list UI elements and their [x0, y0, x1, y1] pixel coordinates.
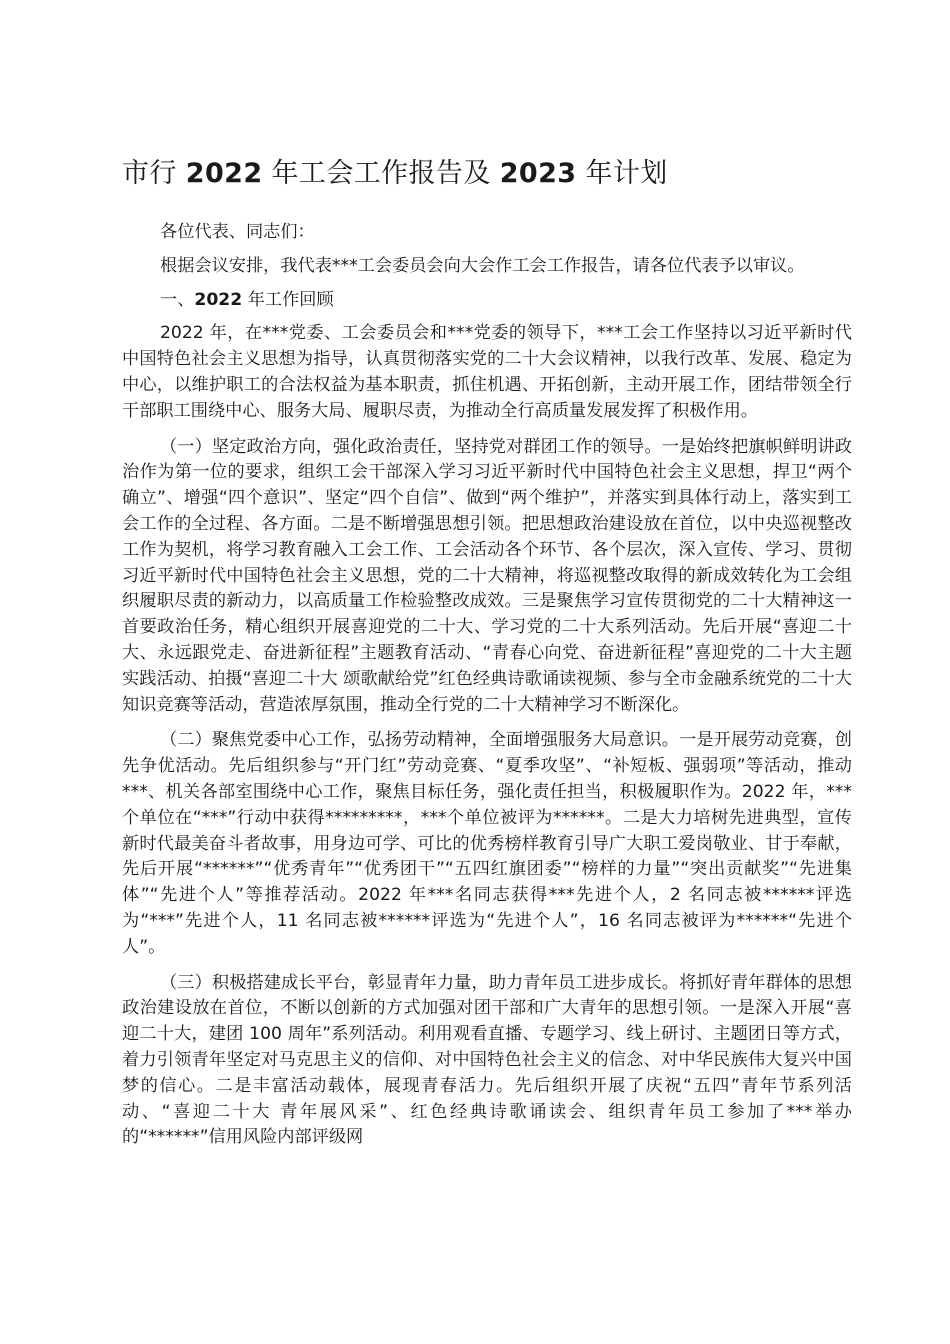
- section-heading: [122, 288, 852, 314]
- paragraph-youth-growth: （三）积极搭建成长平台，彰显青年力量，助力青年员工进步成长。将抓好青年群体的思想政治建设放在首位，不断以创新的方式加强对团干部和广大青年的思想引领。一是深入开展“喜迎二十大，建团 100 周年”系列活动。利用观看直播、专题学习、线上研讨、主题团日等方式，着力引领青年坚定对马克思主义的信仰、对中国特色社会主义的信念、对中华民族伟大复兴中国梦的信心。二是丰富活动载体，展现青春活力。先后组织开展了庆祝“五四”青年节系列活动、“喜迎二十大 青年展风采”、红色经典诗歌诵读会、组织青年员工参加了***举办的“******”信用风险内部评级网: [122, 972, 852, 1148]
- summary-paragraph: 2022 年，在***党委、工会委员会和***党委的领导下，***工会工作坚持以习近平新时代中国特色社会主义思想为指导，认真贯彻落实党的二十大会议精神，以我行改革、发展、稳定为中心，以维护职工的合法权益为基本职责，抓住机遇、开拓创新，主动开展工作，团结带领全行干部职工围绕中心、服务大局、履职尽责，为推动全行高质量发展发挥了积极作用。: [122, 323, 852, 421]
- title-year-2023: 2023: [499, 158, 577, 189]
- section-heading-suffix: 年工作回顾: [247, 289, 334, 310]
- section-heading-year: 2022: [194, 289, 243, 310]
- title-year-2022: 2022: [185, 158, 263, 189]
- paragraph-political-direction: （一）坚定政治方向，强化政治责任，坚持党对群团工作的领导。一是始终把旗帜鲜明讲政治作为第一位的要求，组织工会干部深入学习习近平新时代中国特色社会主义思想，捍卫“两个确立”、增强“四个意识”、坚定“四个自信”、做到“两个维护”，并落实到具体行动上，落实到工会工作的全过程、各方面。二是不断增强思想引领。把思想政治建设放在首位，以中央巡视整改工作为契机，将学习教育融入工会工作、工会活动各个环节、各个层次，深入宣传、学习、贯彻习近平新时代中国特色社会主义思想，党的二十大精神，将巡视整改取得的新成效转化为工会组织履职尽责的新动力，以高质量工作检验整改成效。三是聚焦学习宣传贯彻党的二十大精神这一首要政治任务，精心组织开展喜迎党的二十大、学习党的二十大系列活动。先后开展“喜迎二十大、永远跟党走、奋进新征程”主题教育活动、“青春心向党、奋进新征程”喜迎党的二十大主题实践活动、拍摄“喜迎二十大 颂歌献给党”红色经典诗歌诵读视频、参与全市金融系统党的二十大知识竞赛等活动，营造浓厚氛围，推动全行党的二十大精神学习不断深化。: [122, 436, 852, 715]
- greeting: 各位代表、同志们：: [160, 222, 315, 242]
- document-title: [122, 150, 852, 198]
- title-prefix: 市行: [122, 158, 177, 189]
- title-middle: 年工会工作报告及: [271, 158, 491, 189]
- title-suffix: 年计划: [585, 158, 668, 189]
- document-page: [122, 150, 852, 1151]
- paragraph-party-center-work: （二）聚焦党委中心工作，弘扬劳动精神，全面增强服务大局意识。一是开展劳动竞赛，创先争优活动。先后组织参与“开门红”劳动竞赛、“夏季攻坚”、“补短板、强弱项”等活动，推动***、机关各部室围绕中心工作，聚焦目标任务，强化责任担当，积极履职作为。2022 年，***个单位在“***”行动中获得*********，***个单位被评为******。二是大力培树先进典型，宣传新时代最美奋斗者故事，用身边可学、可比的优秀榜样教育引导广大职工爱岗敬业、甘于奉献，先后开展“******”“优秀青年”“优秀团干”“五四红旗团委”“榜样的力量”“突出贡献奖”“先进集体”“先进个人”等推荐活动。2022 年***名同志获得***先进个人，2 名同志被******评选为“***”先进个人，11 名同志被******评选为“先进个人”，16 名同志被评为******“先进个人”。: [122, 730, 852, 957]
- section-heading-prefix: 一、: [160, 289, 195, 310]
- intro-paragraph: 根据会议安排，我代表***工会委员会向大会作工会工作报告，请各位代表予以审议。: [160, 255, 805, 276]
